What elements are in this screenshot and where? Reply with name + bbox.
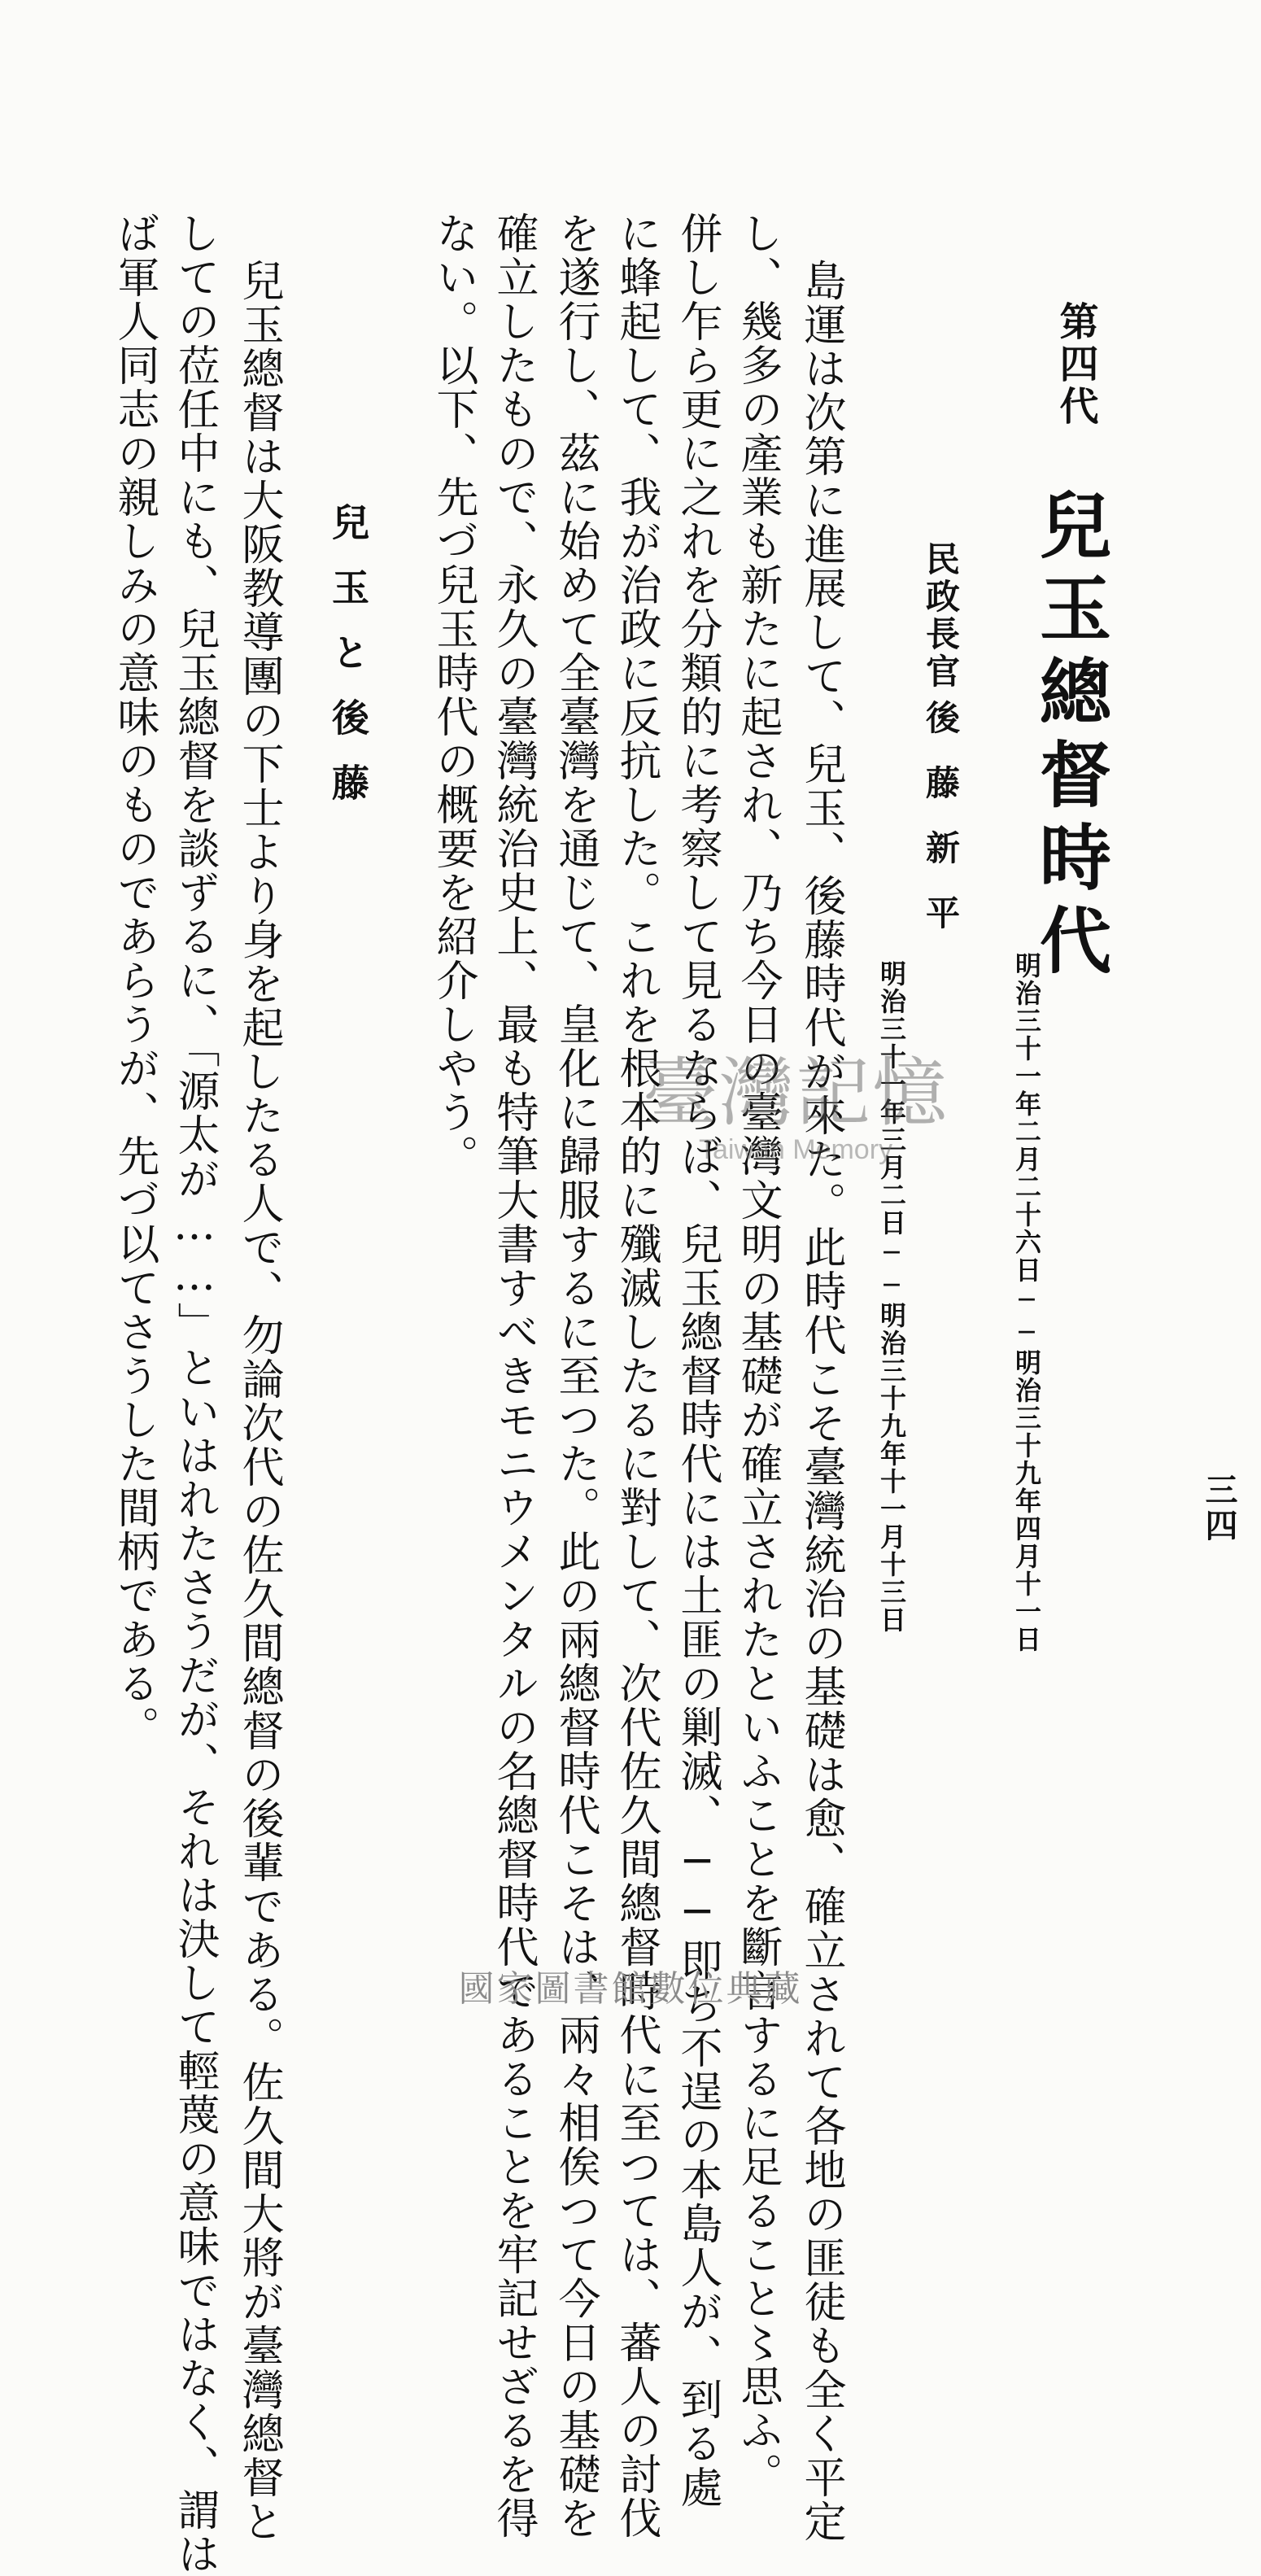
civil-affairs-name: 後藤新平 (921, 700, 961, 960)
watermark-chinese: 臺灣記憶 (643, 1050, 949, 1137)
chapter-number: 第四代 (1053, 301, 1098, 428)
intro-line: 島運は次第に進展して、兒玉、後藤時代が來た。此時代こそ臺灣統治の基礎は愈、確立されて各地の匪徒も全く平定 (796, 259, 845, 2543)
watermark-english: Taiwan Memory (698, 1134, 893, 1165)
intro-line: を遂行し、茲に始めて全臺灣を通じて、皇化に歸服するに至つた。此の兩總督時代こそは、兩々相俟つて今日の基礎を (551, 212, 600, 2540)
intro-line: 併し乍ら更に之れを分類的に考察して見るならば、兒玉總督時代には土匪の剿滅、──即ち不逞の本島人が、到る處 (673, 212, 722, 2509)
intro-line: ない。以下、先づ兒玉時代の概要を紹介しやう。 (429, 212, 478, 1178)
page-number: 三四 (1200, 1473, 1238, 1544)
section-line: 兒玉總督は大阪教導團の下士より身を起したる人で、勿論次代の佐久間總督の後輩である。佐久間大將が臺灣總督と (234, 259, 283, 2543)
intro-line: し、幾多の產業も新たに起され、乃ち今日の臺灣文明の基礎が確立されたといふことを斷言するに足ること〻思ふ。 (733, 212, 782, 2496)
section-line: しての莅任中にも、兒玉總督を談ずるに、「源太が……」といはれたさうだが、それは決して輕蔑の意味ではなく、謂は (170, 212, 219, 2576)
intro-line: 確立したもので、永久の臺灣統治史上、最も特筆大書すべきモニウメンタルの名總督時代であることを牢記せざるを得 (489, 212, 538, 2540)
intro-line: に蜂起して、我が治政に反抗した。これを根本的に殲滅したるに對して、次代佐久間總督時代に至つては、蕃人の討伐 (612, 212, 661, 2540)
footer-watermark: 國家圖書館數位典藏 (458, 1968, 803, 2010)
section-heading: 兒玉と後藤 (326, 503, 370, 828)
chapter-title: 兒玉總督時代 (1028, 488, 1113, 986)
section-line: ば軍人同志の親しみの意味のものであらうが、先づ以てさうした間柄である。 (110, 212, 159, 1749)
civil-affairs-period: 明治三十一年三月二日──明治三十九年十一月十三日 (876, 960, 907, 1634)
civil-affairs-role: 民政長官 (921, 541, 961, 691)
governor-period: 明治三十一年二月二十六日──明治三十九年四月十一日 (1011, 952, 1042, 1653)
taiwan-memory-watermark (643, 1033, 949, 1166)
